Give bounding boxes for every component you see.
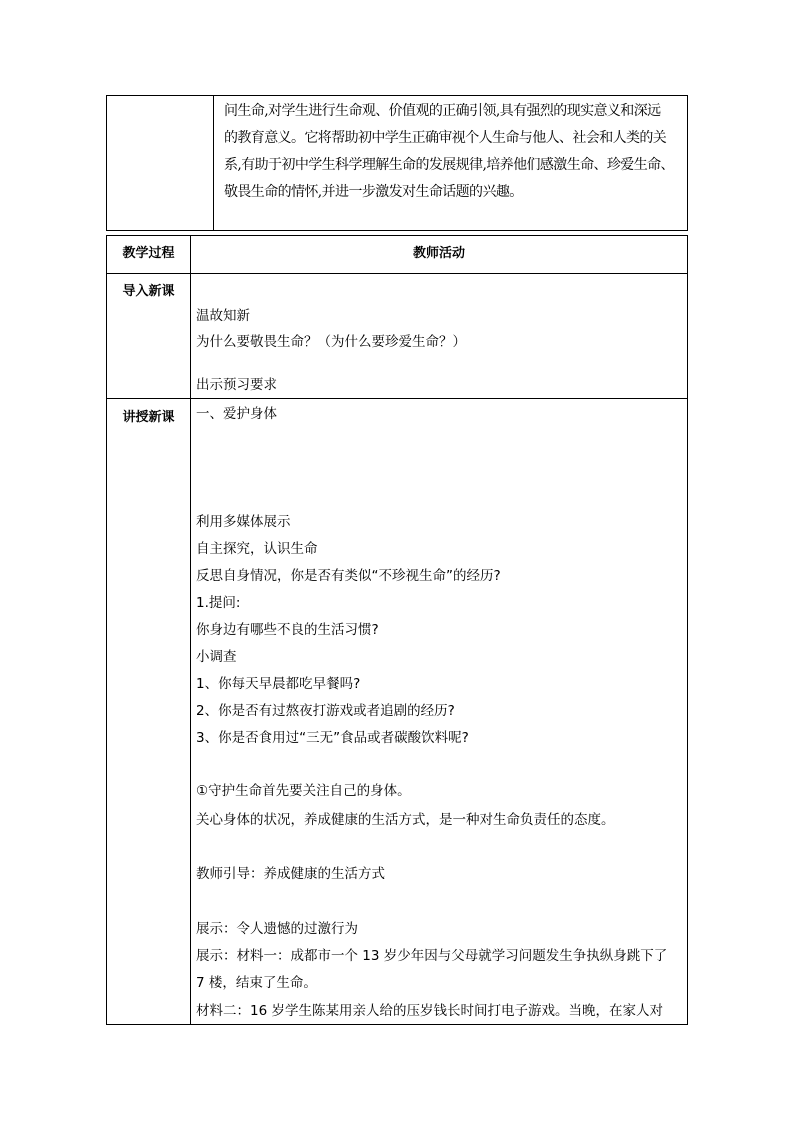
text-line: 3、你是否食用过“三无”食品或者碳酸饮料呢? [196, 730, 469, 746]
text-line: 自主探究，认识生命 [196, 541, 318, 557]
header-process: 教学过程 [122, 246, 175, 261]
text-line: 的教育意义。它将帮助初中学生正确审视个人生命与他人、社会和人类的关 [224, 130, 667, 146]
section-label-lesson: 讲授新课 [122, 410, 175, 425]
text-line: 你身边有哪些不良的生活习惯? [196, 622, 379, 638]
text-line: 为什么要敬畏生命？（为什么要珍爱生命？） [196, 334, 466, 350]
text-line: 利用多媒体展示 [196, 514, 291, 530]
text-line: 系,有助于初中学生科学理解生命的发展规律,培养他们感激生命、珍爱生命、 [224, 157, 674, 173]
text-line: 问生命,对学生进行生命观、价值观的正确引领,具有强烈的现实意义和深远 [224, 103, 661, 119]
header-activity: 教师活动 [412, 246, 465, 261]
text-line: 温故知新 [196, 308, 250, 324]
text-line: 小调查 [196, 649, 237, 665]
lesson-content [196, 236, 683, 1024]
text-line: ①守护生命首先要关注自己的身体。 [196, 783, 411, 799]
text-line: 1.提问: [196, 595, 241, 611]
text-line: 敬畏生命的情怀,并进一步激发对生命话题的兴趣。 [224, 184, 523, 200]
text-line: 展示：令人遗憾的过激行为 [196, 921, 358, 937]
text-line: 7 楼，结束了生命。 [196, 975, 317, 991]
text-line: 1、你每天早晨都吃早餐吗? [196, 676, 361, 692]
text-line: 展示：材料一：成都市一个 13 岁少年因与父母就学习问题发生争执纵身跳下了 [196, 948, 668, 964]
text-line: 2、你是否有过熬夜打游戏或者追剧的经历? [196, 703, 455, 719]
objectives-table [106, 95, 688, 231]
section-label-intro: 导入新课 [122, 284, 175, 299]
text-line: 教师引导：养成健康的生活方式 [196, 866, 385, 882]
column-divider [190, 236, 191, 1024]
text-line: 材料二：16 岁学生陈某用亲人给的压岁钱长时间打电子游戏。当晚，在家人对 [196, 1003, 663, 1019]
column-divider [213, 96, 214, 230]
text-line: 一、爱护身体 [196, 406, 277, 422]
text-line: 反思自身情况，你是否有类似“不珍视生命”的经历? [196, 568, 501, 584]
teaching-process-table [106, 235, 688, 1025]
text-line: 关心身体的状况，养成健康的生活方式，是一种对生命负责任的态度。 [196, 812, 615, 828]
objectives-text [224, 98, 681, 206]
text-line: 出示预习要求 [196, 377, 277, 393]
